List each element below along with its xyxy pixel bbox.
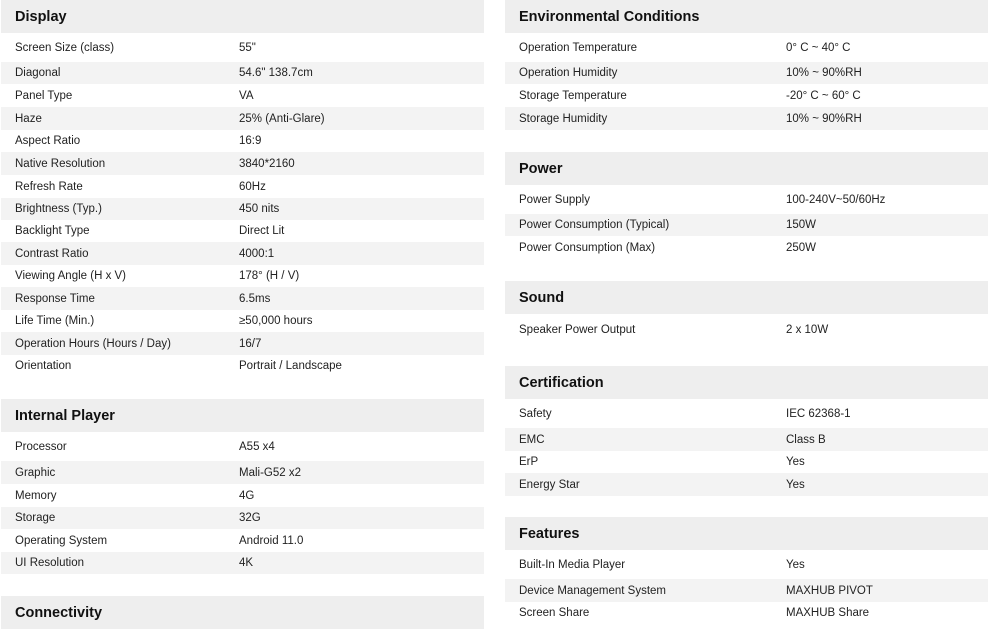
certification-section-header xyxy=(505,366,988,399)
power-section-header xyxy=(505,152,988,185)
spec-label: Refresh Rate xyxy=(15,180,83,193)
spec-label: Screen Size (class) xyxy=(15,41,115,54)
spec-value: Android 11.0 xyxy=(239,534,304,547)
section-gap xyxy=(1,574,484,596)
spec-row xyxy=(1,242,484,265)
features-rows xyxy=(505,550,988,624)
spec-label: Operation Hours (Hours / Day) xyxy=(15,337,171,350)
spec-value: 16/7 xyxy=(239,337,262,350)
spec-value: ≥50,000 hours xyxy=(239,315,313,327)
spec-label: Haze xyxy=(15,112,42,125)
spec-value: 450 nits xyxy=(239,203,280,215)
spec-label: Aspect Ratio xyxy=(15,135,81,147)
spec-value: 4G xyxy=(239,489,255,502)
spec-value: 60Hz xyxy=(239,180,266,193)
features-section-header xyxy=(505,517,988,550)
spec-value: 16:9 xyxy=(239,135,262,147)
certification-rows xyxy=(505,399,988,496)
spec-value: 10% ~ 90%RH xyxy=(786,112,862,125)
spec-label: Backlight Type xyxy=(15,225,90,237)
spec-label: Device Management System xyxy=(519,584,667,597)
spec-label: Speaker Power Output xyxy=(519,323,636,336)
spec-label: Power Supply xyxy=(519,193,590,206)
section-title: Environmental Conditions xyxy=(519,8,700,25)
spec-row xyxy=(1,332,484,355)
spec-value: 150W xyxy=(786,219,817,231)
spec-value: 178° (H / V) xyxy=(239,270,300,282)
spec-value: Class B xyxy=(786,433,826,446)
internal-player-rows xyxy=(1,432,484,574)
spec-label: Screen Share xyxy=(519,607,590,619)
spec-row xyxy=(505,602,988,624)
section-gap xyxy=(1,377,484,399)
spec-value: 0° C ~ 40° C xyxy=(786,41,851,54)
environmental-rows xyxy=(505,33,988,130)
spec-row xyxy=(505,451,988,473)
spec-row xyxy=(1,310,484,332)
spec-label: Safety xyxy=(519,407,552,420)
spec-value: Mali-G52 x2 xyxy=(239,466,301,479)
spec-row xyxy=(505,579,988,602)
spec-row xyxy=(505,84,988,107)
spec-value: 25% (Anti-Glare) xyxy=(239,112,325,125)
spec-row xyxy=(1,484,484,507)
spec-row xyxy=(1,461,484,484)
spec-row xyxy=(505,314,988,345)
spec-label: Storage xyxy=(15,512,56,524)
spec-row xyxy=(505,107,988,130)
spec-label: Storage Temperature xyxy=(519,89,627,102)
spec-row xyxy=(505,399,988,428)
spec-label: Operation Temperature xyxy=(519,41,638,54)
spec-row xyxy=(1,220,484,242)
spec-value: 10% ~ 90%RH xyxy=(786,67,862,79)
spec-label: Operation Humidity xyxy=(519,67,618,79)
spec-label: Energy Star xyxy=(519,478,580,491)
spec-row xyxy=(1,33,484,62)
spec-value: 32G xyxy=(239,512,261,524)
section-gap xyxy=(505,496,988,517)
spec-row xyxy=(505,185,988,214)
spec-value: Yes xyxy=(786,558,805,571)
spec-value: 54.6" 138.7cm xyxy=(239,67,313,79)
spec-row xyxy=(1,507,484,529)
sound-rows xyxy=(505,314,988,345)
section-title: Display xyxy=(15,8,67,25)
spec-value: 4K xyxy=(239,557,254,569)
spec-row xyxy=(1,175,484,198)
spec-label: Built-In Media Player xyxy=(519,558,626,571)
spec-label: EMC xyxy=(519,433,545,446)
spec-value: MAXHUB PIVOT xyxy=(786,584,873,597)
spec-row xyxy=(505,33,988,62)
section-title: Certification xyxy=(519,374,604,391)
spec-label: ErP xyxy=(519,456,539,468)
spec-row xyxy=(1,107,484,130)
spec-row xyxy=(1,287,484,310)
spec-value: MAXHUB Share xyxy=(786,607,870,619)
spec-row xyxy=(1,130,484,152)
spec-label: Power Consumption (Typical) xyxy=(519,219,670,231)
spec-label: Life Time (Min.) xyxy=(15,315,95,327)
spec-value: 100-240V~50/60Hz xyxy=(786,193,886,206)
spec-value: Yes xyxy=(786,456,805,468)
section-gap xyxy=(505,130,988,152)
spec-label: Contrast Ratio xyxy=(15,247,89,260)
spec-value: 55" xyxy=(239,41,256,54)
left-spec-column xyxy=(1,0,484,629)
connectivity-section-header xyxy=(1,596,484,629)
spec-row xyxy=(1,529,484,552)
section-title: Features xyxy=(519,525,580,542)
spec-label: Response Time xyxy=(15,292,95,305)
spec-row xyxy=(1,198,484,220)
spec-row xyxy=(505,236,988,259)
spec-value: VA xyxy=(239,89,254,102)
spec-row xyxy=(1,355,484,377)
spec-label: Viewing Angle (H x V) xyxy=(15,270,127,282)
spec-value: 3840*2160 xyxy=(239,157,295,170)
spec-label: Processor xyxy=(15,440,67,453)
sound-section-header xyxy=(505,281,988,314)
spec-label: Graphic xyxy=(15,466,56,479)
spec-label: Orientation xyxy=(15,360,72,372)
section-title: Connectivity xyxy=(15,604,103,621)
environmental-section-header xyxy=(505,0,988,33)
section-title: Power xyxy=(519,160,563,177)
spec-value: Direct Lit xyxy=(239,225,285,237)
spec-row xyxy=(505,473,988,496)
spec-row xyxy=(1,62,484,84)
display-rows xyxy=(1,33,484,377)
spec-label: Storage Humidity xyxy=(519,112,608,125)
spec-row xyxy=(1,265,484,287)
spec-label: Brightness (Typ.) xyxy=(15,203,102,215)
spec-label: Native Resolution xyxy=(15,157,106,170)
spec-value: A55 x4 xyxy=(239,440,275,453)
spec-value: 4000:1 xyxy=(239,247,275,260)
spec-label: Operating System xyxy=(15,534,108,547)
right-spec-column xyxy=(505,0,988,624)
spec-value: Portrait / Landscape xyxy=(239,360,342,372)
spec-value: 6.5ms xyxy=(239,292,271,305)
spec-value: -20° C ~ 60° C xyxy=(786,89,861,102)
spec-label: Panel Type xyxy=(15,89,73,102)
spec-label: Power Consumption (Max) xyxy=(519,241,656,254)
section-title: Sound xyxy=(519,289,565,306)
power-rows xyxy=(505,185,988,259)
spec-row xyxy=(1,432,484,461)
spec-value: 2 x 10W xyxy=(786,323,829,336)
spec-row xyxy=(505,550,988,579)
spec-label: Memory xyxy=(15,489,57,502)
spec-value: Yes xyxy=(786,478,805,491)
spec-value: IEC 62368-1 xyxy=(786,407,851,420)
spec-row xyxy=(505,428,988,451)
spec-row xyxy=(505,62,988,84)
spec-value: 250W xyxy=(786,241,817,254)
spec-label: UI Resolution xyxy=(15,557,85,569)
section-title: Internal Player xyxy=(15,407,115,424)
section-gap xyxy=(505,345,988,366)
spec-row xyxy=(1,552,484,574)
spec-row xyxy=(505,214,988,236)
internal-player-section-header xyxy=(1,399,484,432)
spec-row xyxy=(1,152,484,175)
section-gap xyxy=(505,259,988,281)
spec-row xyxy=(1,84,484,107)
spec-label: Diagonal xyxy=(15,67,61,79)
display-section-header xyxy=(1,0,484,33)
